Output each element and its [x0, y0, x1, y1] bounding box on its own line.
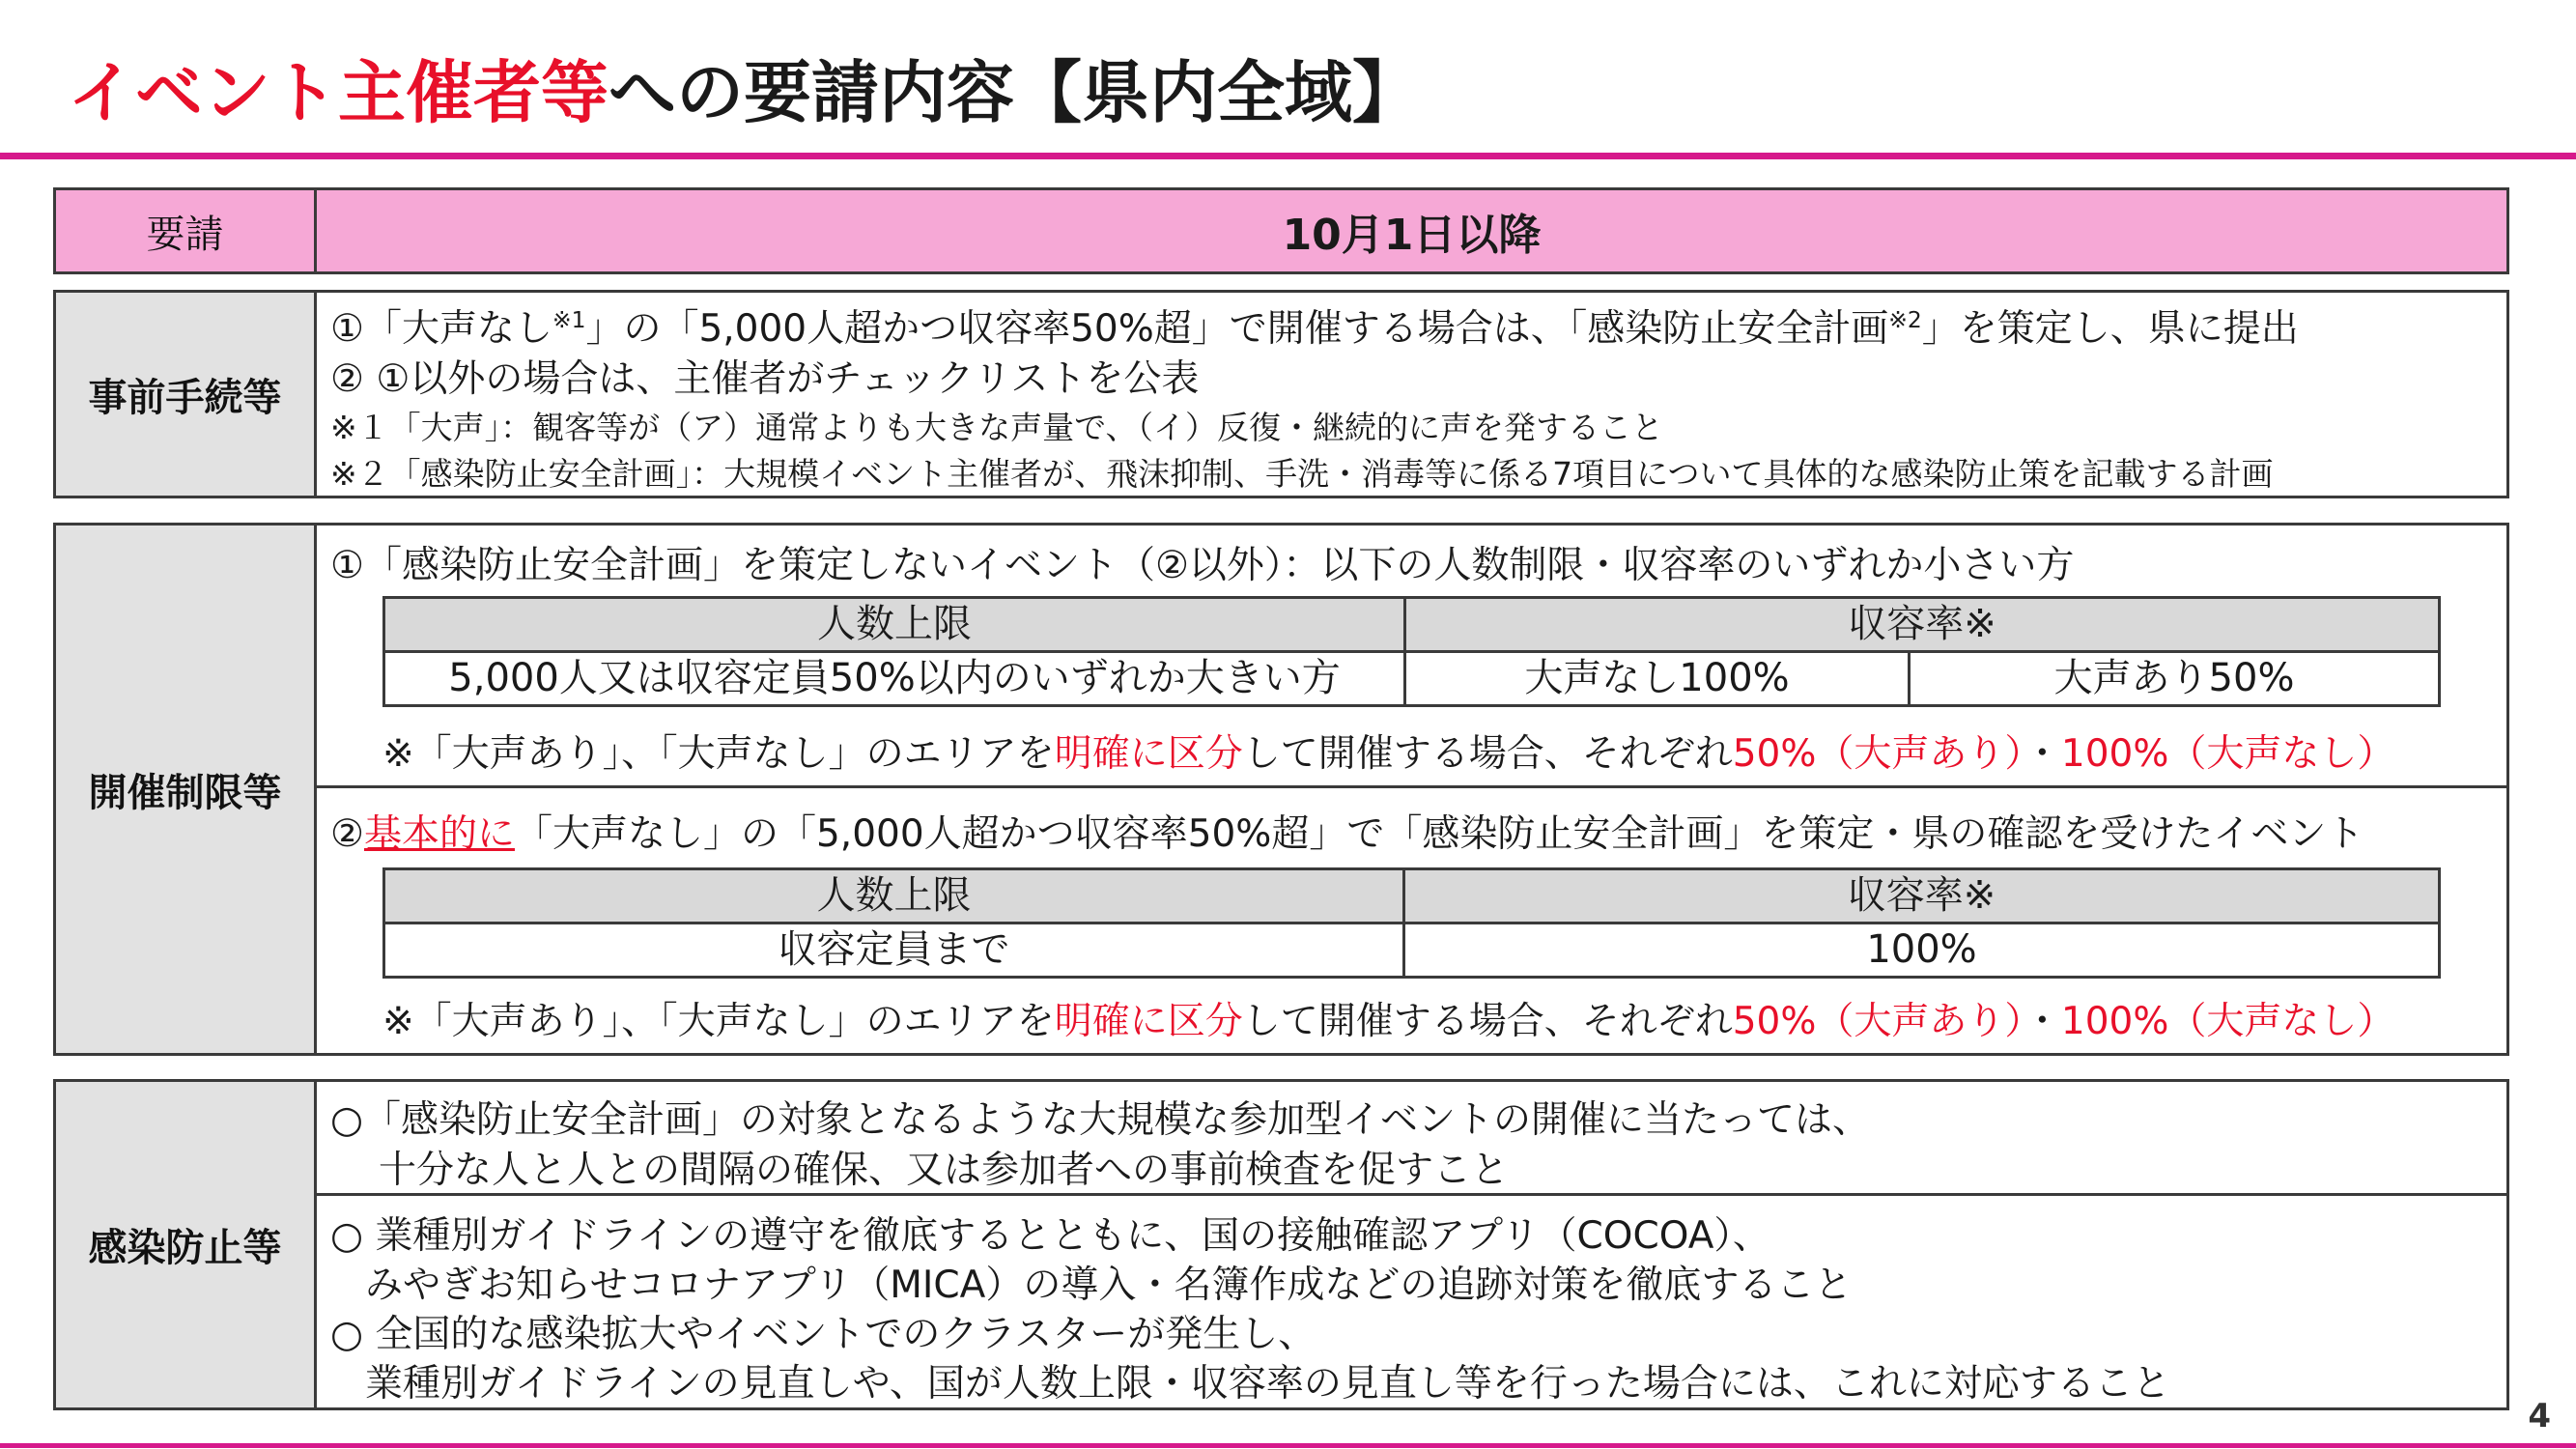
table1-quiet-rate: 大声なし100% [1405, 652, 1910, 706]
restriction-row [53, 523, 2509, 1056]
procedure-label: 事前手続等 [56, 293, 317, 496]
table1-loud-rate: 大声あり50% [1910, 652, 2440, 706]
prevention-divider [317, 1193, 2506, 1196]
restriction-table-2 [382, 867, 2441, 979]
procedure-content [317, 293, 2506, 496]
page-title-rest: への要請内容【県内全域】 [609, 53, 1420, 132]
prevention-item1-line1: ○「感染防止安全計画」の対象となるような大規模な参加型イベントの開催に当たっては、 [330, 1098, 1871, 1142]
restriction-note-2: ※「大声あり」、「大声なし」のエリアを明確に区分して開催する場合、それぞれ50%（大声あり）・100%（大声なし） [382, 1000, 2395, 1043]
restriction-note-1: ※「大声あり」、「大声なし」のエリアを明確に区分して開催する場合、それぞれ50%（大声あり）・100%（大声なし） [382, 732, 2395, 776]
title-underline [0, 153, 2576, 159]
prevention-content [317, 1082, 2506, 1407]
procedure-row [53, 290, 2509, 498]
procedure-line-2: ② ①以外の場合は、主催者がチェックリストを公表 [330, 357, 1200, 401]
prevention-item2-line3: ○ 全国的な感染拡大やイベントでのクラスターが発生し、 [330, 1313, 1316, 1356]
table2-header-people: 人数上限 [384, 869, 1404, 923]
header-label-cell: 要請 [56, 190, 317, 271]
page-title [68, 46, 1420, 139]
table1-header-rate: 収容率※ [1405, 598, 2440, 652]
page-title-highlight: イベント主催者等 [68, 53, 609, 132]
table1-people-value: 5,000人又は収容定員50%以内のいずれか大きい方 [384, 652, 1405, 706]
restriction-label: 開催制限等 [56, 526, 317, 1053]
table2-people-value: 収容定員まで [384, 923, 1404, 978]
header-period-cell: 10月1日以降 [1282, 211, 1542, 260]
prevention-item2-line2: みやぎお知らせコロナアプリ（MICA）の導入・名簿作成などの追跡対策を徹底すること [365, 1264, 1853, 1307]
table2-header-rate: 収容率※ [1404, 869, 2440, 923]
restriction-heading-2: ②基本的に「大声なし」の「5,000人超かつ収容率50%超」で「感染防止安全計画」を策定・県の確認を受けたイベント [330, 812, 2364, 856]
table-header-row [53, 187, 2509, 274]
procedure-line-1: ①「大声なし$^{※1}$」の「5,000人超かつ収容率50%超」で開催する場合は、「感染防止安全計画$^{※2}$」を策定し、県に提出 [330, 306, 2299, 351]
prevention-row [53, 1079, 2509, 1410]
table2-rate-value: 100% [1404, 923, 2440, 978]
restriction-table-1 [382, 596, 2441, 707]
restriction-heading-1: ①「感染防止安全計画」を策定しないイベント（②以外）：以下の人数制限・収容率のいずれか小さい方 [330, 544, 2075, 587]
footer-rule [0, 1443, 2576, 1448]
procedure-note-1: ※１「大声」：観客等が（ア）通常よりも大きな声量で、（イ）反復・継続的に声を発すること [330, 409, 1663, 446]
prevention-item2-line4: 業種別ガイドラインの見直しや、国が人数上限・収容率の見直し等を行った場合には、これに対応すること [365, 1362, 2170, 1406]
page-number: 4 [2528, 1397, 2551, 1435]
prevention-item1-line2: 十分な人と人との間隔の確保、又は参加者への事前検査を促すこと [379, 1149, 1510, 1192]
prevention-item2-line1: ○ 業種別ガイドラインの遵守を徹底するとともに、国の接触確認アプリ（COCOA）、 [330, 1214, 1770, 1258]
restriction-divider [317, 785, 2506, 788]
procedure-note-2: ※２「感染防止安全計画」：大規模イベント主催者が、飛沫抑制、手洗・消毒等に係る7項目について具体的な感染防止策を記載する計画 [330, 455, 2274, 493]
table1-header-people: 人数上限 [384, 598, 1405, 652]
restriction-content [317, 526, 2506, 1053]
prevention-label: 感染防止等 [56, 1082, 317, 1407]
